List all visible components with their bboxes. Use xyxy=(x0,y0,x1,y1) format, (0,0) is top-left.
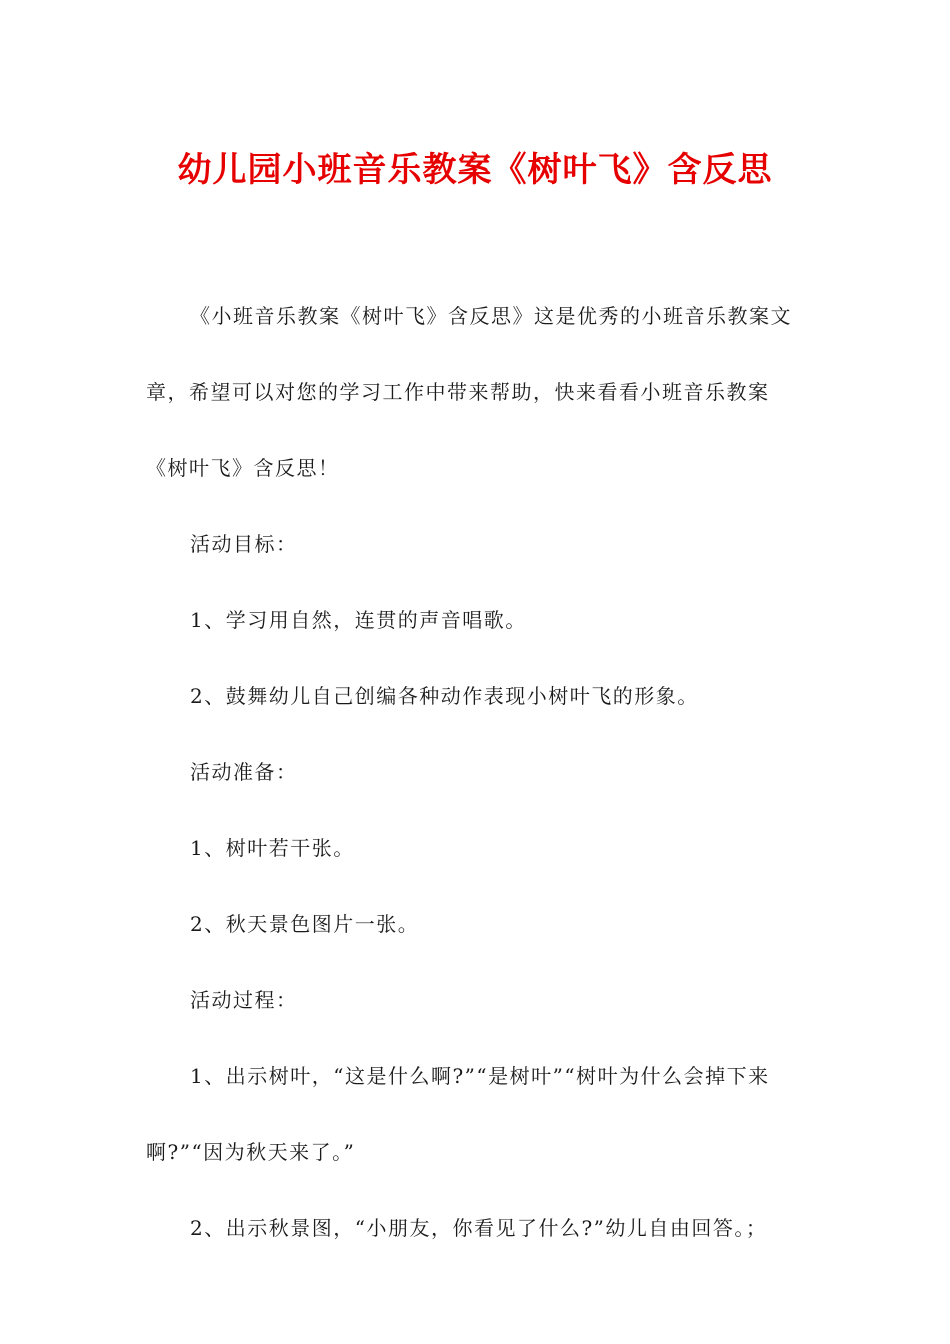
intro-paragraph: 《小班音乐教案《树叶飞》含反思》这是优秀的小班音乐教案文章，希望可以对您的学习工作中带来帮助，快来看看小班音乐教案《树叶飞》含反思！ xyxy=(146,304,792,480)
goal-item-1: 1、学习用自然，连贯的声音唱歌。 xyxy=(190,608,527,632)
process-step-2: 2、出示秋景图，“小朋友，你看见了什么?”幼儿自由回答。； xyxy=(190,1216,768,1240)
document-title: 幼儿园小班音乐教案《树叶飞》含反思 xyxy=(177,150,773,190)
goal-item-2: 2、鼓舞幼儿自己创编各种动作表现小树叶飞的形象。 xyxy=(190,684,699,708)
preparation-item-2: 2、秋天景色图片一张。 xyxy=(190,912,420,936)
section-heading-process: 活动过程： xyxy=(190,988,298,1012)
section-heading-preparation: 活动准备： xyxy=(190,760,298,784)
document-body xyxy=(146,278,806,1266)
section-heading-goals: 活动目标： xyxy=(190,532,298,556)
process-step-1: 1、出示树叶，“这是什么啊?”“是树叶”“树叶为什么会掉下来啊?”“因为秋天来了。” xyxy=(146,1064,770,1164)
preparation-item-1: 1、树叶若干张。 xyxy=(190,836,355,860)
